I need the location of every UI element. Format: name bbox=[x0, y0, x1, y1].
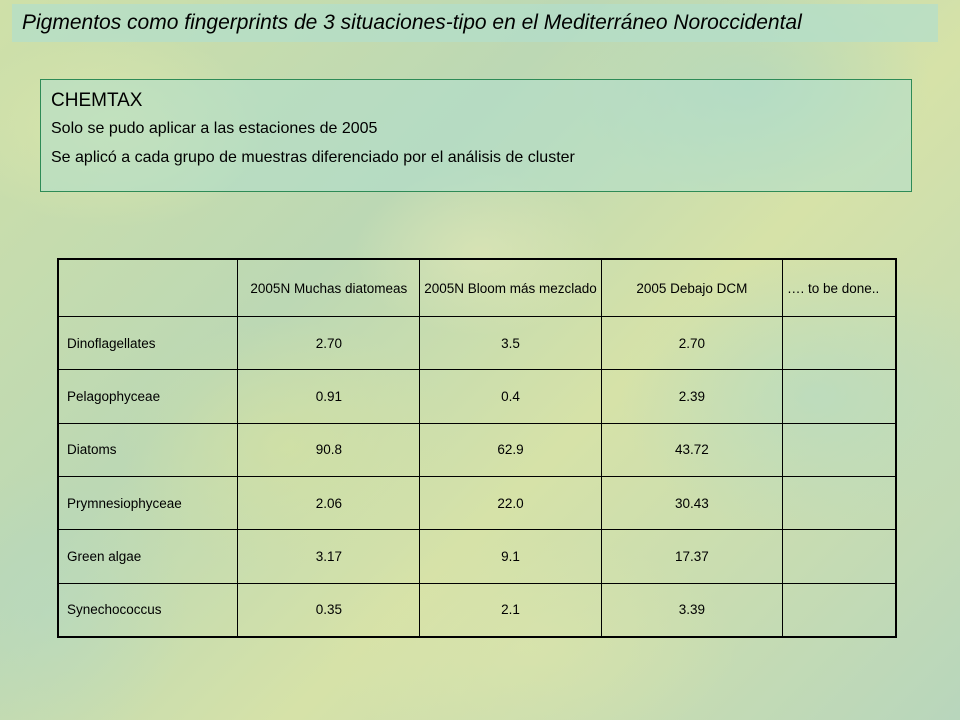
table-cell: 62.9 bbox=[420, 423, 602, 476]
table-cell bbox=[782, 423, 896, 476]
table-cell bbox=[782, 370, 896, 423]
table-cell: 0.4 bbox=[420, 370, 602, 423]
table-cell: 90.8 bbox=[238, 423, 420, 476]
table-cell: 22.0 bbox=[420, 476, 602, 529]
data-table bbox=[57, 258, 897, 638]
table-row-label: Green algae bbox=[58, 530, 238, 583]
title-bar bbox=[12, 4, 938, 42]
table-row-label: Diatoms bbox=[58, 423, 238, 476]
table-header-cell: …. to be done.. bbox=[782, 259, 896, 317]
page-title: Pigmentos como fingerprints de 3 situaciones-tipo en el Mediterráneo Noroccidental bbox=[22, 11, 802, 34]
info-line: Solo se pudo aplicar a las estaciones de 2005 bbox=[51, 120, 378, 137]
table-cell: 3.17 bbox=[238, 530, 420, 583]
table-row-label: Synechococcus bbox=[58, 583, 238, 637]
table-row bbox=[58, 370, 896, 423]
table-cell: 2.70 bbox=[601, 317, 782, 370]
table-row bbox=[58, 476, 896, 529]
table-row-label: Dinoflagellates bbox=[58, 317, 238, 370]
table-cell: 2.06 bbox=[238, 476, 420, 529]
table-cell: 3.5 bbox=[420, 317, 602, 370]
table-header-cell bbox=[58, 259, 238, 317]
table-cell: 9.1 bbox=[420, 530, 602, 583]
info-box bbox=[40, 79, 912, 192]
table-cell bbox=[782, 583, 896, 637]
info-line: Se aplicó a cada grupo de muestras diferenciado por el análisis de cluster bbox=[51, 149, 575, 166]
table-cell: 2.70 bbox=[238, 317, 420, 370]
table-header-cell: 2005 Debajo DCM bbox=[601, 259, 782, 317]
table-row-label: Pelagophyceae bbox=[58, 370, 238, 423]
table-row-label: Prymnesiophyceae bbox=[58, 476, 238, 529]
table-row bbox=[58, 583, 896, 637]
table-cell: 43.72 bbox=[601, 423, 782, 476]
table-cell bbox=[782, 317, 896, 370]
table-cell: 17.37 bbox=[601, 530, 782, 583]
table-cell: 3.39 bbox=[601, 583, 782, 637]
table-cell: 2.1 bbox=[420, 583, 602, 637]
table-cell: 0.91 bbox=[238, 370, 420, 423]
table-row bbox=[58, 530, 896, 583]
table-header-cell: 2005N Bloom más mezclado bbox=[420, 259, 602, 317]
table-cell bbox=[782, 476, 896, 529]
table-cell: 0.35 bbox=[238, 583, 420, 637]
table-cell: 30.43 bbox=[601, 476, 782, 529]
table-cell: 2.39 bbox=[601, 370, 782, 423]
table-header-cell: 2005N Muchas diatomeas bbox=[238, 259, 420, 317]
table-row bbox=[58, 423, 896, 476]
table-header-row bbox=[58, 259, 896, 317]
info-heading: CHEMTAX bbox=[51, 90, 143, 111]
table-row bbox=[58, 317, 896, 370]
table-cell bbox=[782, 530, 896, 583]
